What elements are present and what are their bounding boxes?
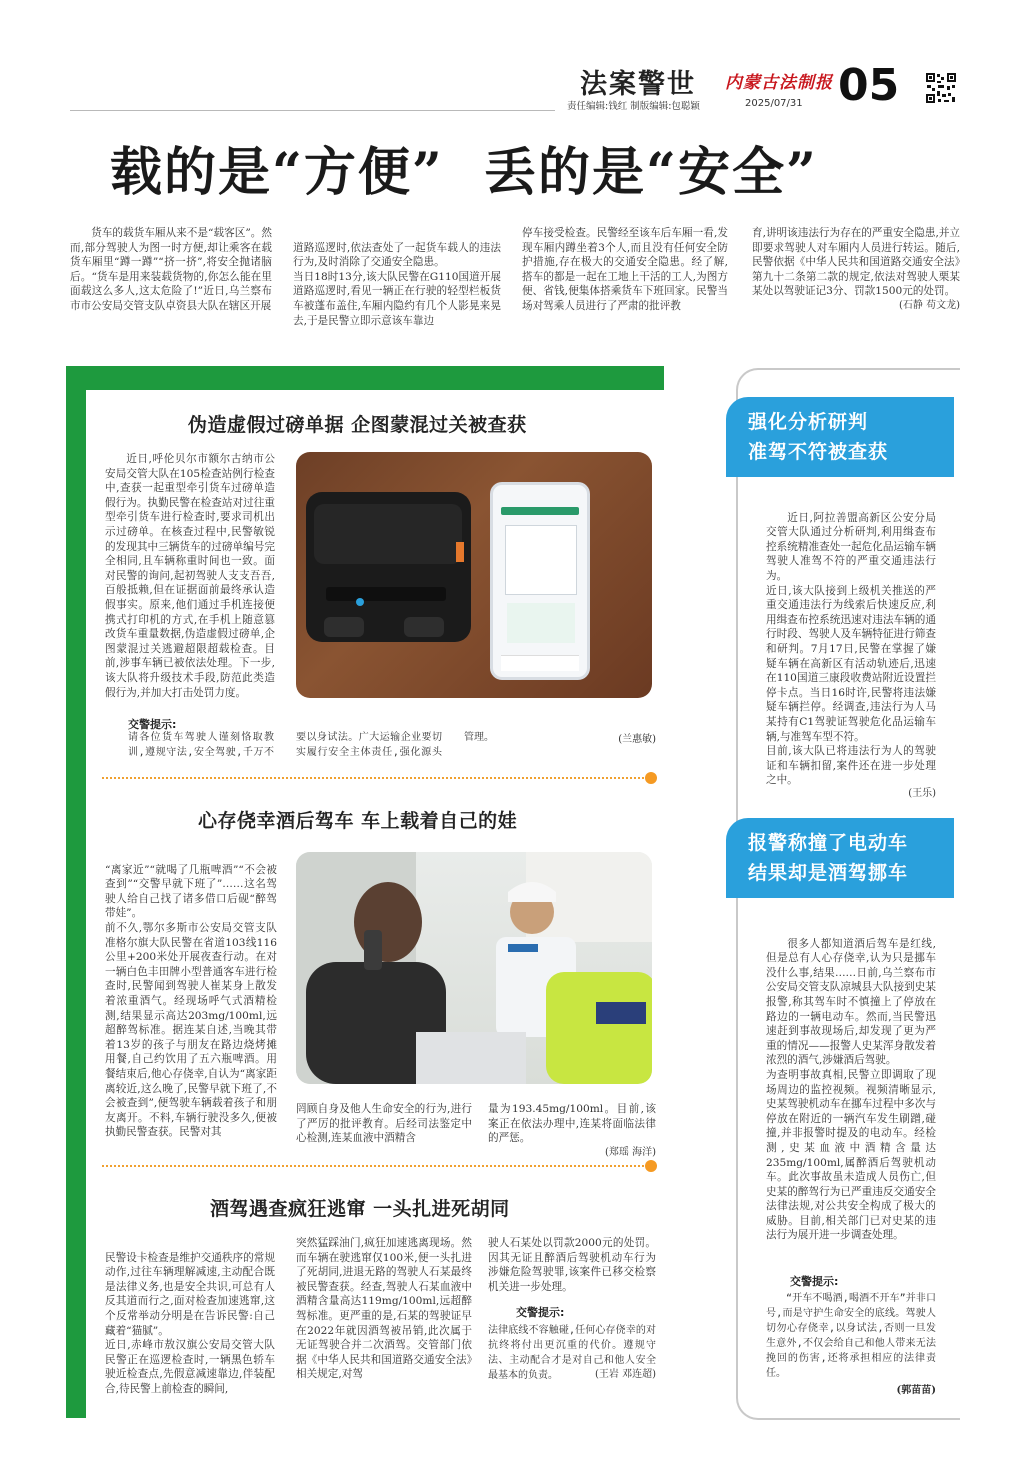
divider-dot — [645, 1160, 657, 1172]
side1-title-line1: 强化分析研判 — [748, 411, 869, 433]
section-title: 法案警世 — [580, 69, 696, 100]
lead-column-4 — [752, 226, 960, 314]
story1-photo — [296, 452, 652, 698]
side2-title-line2: 结果却是酒驾挪车 — [748, 862, 909, 884]
story1-tip-body: 请各位货车驾驶人谨刻恪取教训,遵规守法,安全驾驶,千万不要以身试法。广大运输企业要切实履行安全主体责任,强化源头管理。 — [128, 732, 494, 758]
lead-author: (石静 苟文龙) — [899, 299, 960, 311]
main-headline: 载的是“方便” 丢的是“安全” — [110, 142, 818, 203]
header-rule — [70, 110, 555, 111]
side2-body — [766, 922, 936, 1258]
side1-banner — [726, 397, 954, 477]
story3-paragraph: 突然猛踩油门,疯狂加速逃离现场。然而车辆在驶逃窜仅100米,便一头扎进了死胡同,进退无路的驾驶人石某最终被民警查获。经查,驾驶人石某血液中酒精含量高达119mg/100ml,远超醉驾标准。更严重的是,石某的驾驶证早在2022年就因酒驾被吊销,此次属于无证驾驶合并二次酒驾。交管部门依据《中华人民共和国道路交通安全法》相关规定,对驾 — [296, 1237, 472, 1381]
lead-paragraph: 停车接受检查。民警经至该车后车厢一看,发现车厢内蹲坐着3个人,而且没有任何安全防护措施,存在极大的交通安全隐患。经了解,搭车的都是一起在工地上干活的工人,为图方便、省钱,便集体搭乘货车下班回家。民警当场对驾乘人员进行了严肃的批评教 — [522, 227, 728, 312]
story3-col1 — [105, 1236, 275, 1411]
story3-author: (王岩 邓连超) — [595, 1368, 656, 1380]
side2-tip-title: 交警提示: — [790, 1275, 839, 1288]
story3-title: 酒驾遇查疯狂逃窜 一头扎进死胡同 — [210, 1198, 510, 1220]
story3-col3 — [488, 1236, 656, 1383]
story1-body — [105, 452, 275, 700]
story3-tip-body: 法律底线不容触碰,任何心存侥幸的对抗终将付出更沉重的代价。遵规守法、主动配合才是对自己和他人安全最基本的负责。 — [488, 1324, 656, 1381]
story2-body-col3 — [488, 1102, 656, 1160]
paper-logo: 内蒙古法制报 — [725, 73, 833, 93]
issue-date: 2025/07/31 — [745, 98, 803, 109]
divider-dot — [645, 772, 657, 784]
story2-paragraph: “离家近”“就喝了几瓶啤酒”“不会被查到”“交警早就下班了”……这名驾驶人给自己找了诸多借口后砚“醉驾带娃”。 前不久,鄂尔多斯市公安局交管支队准格尔旗大队民警在省道103线116公里+200米处开展夜查行动。在对一辆白色丰田牌小型普通客车进行检查时,民警闻到驾驶人崔某身上散发着浓重酒气。经现场呼气式酒精检测,结果显示高达203mg/100ml,远超醉驾标准。据连某自述,当晚其带着13岁的孩子与朋友在路边烧烤摊用餐,自己约饮用了五六瓶啤酒。用餐结束后,他心存侥幸,自认为“离家距离较近,这么晚了,民警早就下班了,不会被查到”,便驾驶车辆载着孩子和朋友离开。不料,车辆行驶没多久,便被执勤民警查获。民警对其 — [105, 863, 277, 1139]
lead-column-1 — [70, 226, 272, 314]
printer-image — [296, 452, 652, 698]
side1-body — [766, 496, 936, 817]
phone-image — [490, 482, 590, 680]
qr-code-icon — [925, 72, 957, 104]
editors-line: 责任编辑:钱红 制版编辑:包聪颖 — [567, 101, 700, 112]
lead-column-2 — [293, 226, 501, 343]
side1-title-line2: 准驾不符被查获 — [748, 441, 889, 463]
lead-column-3 — [522, 226, 728, 314]
story3-paragraph: 民警设卡检查是维护交通秩序的常规动作,过往车辆理解减速,主动配合既是法律义务,也是安全共识,可总有人反其道而行之,面对检查加速逃窜,这个反常举动分明是在告诉民警:自己藏着“猫腻”。 近日,赤峰市敖汉旗公安局交管大队民警正在巡逻检查时,一辆黑色轿车驶近检查点,先假意减速靠边,伴装配合,待民警上前检查的瞬间, — [105, 1251, 275, 1395]
lead-paragraph: 货车的载货车厢从来不是“载客区”。然而,部分驾驶人为图一时方便,却让乘客在载货车厢里“蹲一蹲”“挤一挤”,将安全抛诸脑后。“货车是用来装载货物的,你怎么能在里面载这么多人,这太危险了!”近日,乌兰察布市市公安局交管支队卓资县大队在辖区开展 — [70, 227, 272, 312]
divider-dotted — [102, 1165, 648, 1167]
lead-paragraph: 育,讲明该违法行为存在的严重安全隐患,并立即要求驾驶人对车厢内人员进行转运。随后,民警依据《中华人民共和国道路交通安全法》第九十二条第二款的规定,依法对驾驶人栗某某处以驾驶证记3分、罚款1500元的处罚。 — [752, 227, 961, 298]
story2-paragraph: 量为193.45mg/100ml。目前,该案正在依法办理中,连某将面临法律的严惩。 — [488, 1103, 656, 1145]
side2-author: (郭苗苗) — [896, 1385, 936, 1396]
side2-title-line1: 报警称撞了电动车 — [748, 832, 909, 854]
story2-paragraph: 罔顾自身及他人生命安全的行为,进行了严厉的批评教育。后经司法鉴定中心检测,连某血液中酒精含 — [296, 1103, 472, 1145]
story2-body-col2 — [296, 1102, 472, 1146]
story3-tip-title: 交警提示: — [516, 1306, 565, 1320]
story2-title: 心存侥幸酒后驾车 车上载着自己的娃 — [198, 810, 518, 832]
lead-paragraph: 道路巡逻时,依法查处了一起货车载人的违法行为,及时消除了交通安全隐患。 当日18时13分,该大队民警在G110国道开展道路巡逻时,看见一辆正在行驶的轻型栏板货车被蓬布盖住,车厢内隐约有几个人影晃来晃去,于是民警立即示意该车靠边 — [293, 241, 501, 327]
side2-tip-body: “开车不喝酒,喝酒不开车”并非口号,而是守护生命安全的底线。驾驶人切勿心存侥幸,以身试法,否则一旦发生意外,不仅会给自己和他人带来无法挽回的伤害,还将承担相应的法律责任。 — [766, 1293, 936, 1379]
divider-dotted — [102, 777, 648, 779]
page-number: 05 — [838, 60, 900, 111]
photo-nurse-image — [296, 852, 652, 1084]
story3-col2 — [296, 1236, 472, 1382]
story1-tip-title: 交警提示: — [128, 718, 177, 731]
side2-paragraph: 很多人都知道酒后驾车是红线,但是总有人心存侥幸,认为只是挪车没什么事,结果……日前,乌兰察布市公安局交管支队凉城县大队接到史某报警,称其驾车时不慎撞上了停放在路边的一辆电动车。然而,当民警迅速赶到事故现场后,却发现了更为严重的情况——报警人史某浑身散发着浓烈的酒气,涉嫌酒后驾驶。 为查明事故真相,民警立即调取了现场周边的监控视频。视频清晰显示,史某驾驶机动车在挪车过程中多次与停放在附近的一辆汽车发生刷蹭,碰撞,并非报警时提及的电动车。经检测,史某血液中酒精含量达235mg/100ml,属醉酒后驾驶机动车。此次事故虽未造成人员伤亡,但史某的醉驾行为已严重违反交通安全法律法规,对公共安全构成了极大的威胁。目前,相关部门已对史某的违法行为展开进一步调查处理。 — [766, 937, 936, 1242]
side2-tip — [766, 1273, 936, 1396]
story2-body — [105, 848, 277, 1154]
story2-photo — [296, 852, 652, 1084]
side2-banner — [726, 818, 954, 898]
story1-author: (兰惠敏) — [618, 734, 656, 745]
story1-paragraph: 近日,呼伦贝尔市额尔古纳市公安局交管大队在105检查站例行检查中,查获一起重型牵引货车过磅单造假行为。执勤民警在检查站对过往重型牵引货车进行检查时,要求司机出示过磅单。在核查过程中,民警敏锐的发现其中三辆货车的过磅单编号完全相同,且车辆称重时间也一致。面对民警的询问,起初驾驶人支支吾吾,百般抵赖,但在证据面前最终承认造假事实。原来,他们通过手机连接便携式打印机的方式,在手机上随意篡改货车重量数据,伪造虚假过磅单,企图蒙混过关逃避超限超载检查。目前,涉事车辆已被依法处理。下一步,该大队将升级技术手段,防范此类造假行为,并加大打击处罚力度。 — [105, 453, 275, 699]
side1-author: (王乐) — [908, 788, 936, 800]
story2-author: (郑瑶 海洋) — [605, 1146, 656, 1158]
story3-paragraph: 驶人石某处以罚款2000元的处罚。因其无证且醉酒后驾驶机动车行为涉嫌危险驾驶罪,该案件已移交检察机关进一步处理。 — [488, 1237, 656, 1293]
side1-paragraph: 近日,阿拉善盟高新区公安分局交管大队通过分析研判,利用缉查布控系统精准查处一起危化品运输车辆驾驶人准驾不符的严重交通违法行为。 近日,该大队接到上级机关推送的严重交通违法行为线索后快速反应,利用缉查布控系统迅速对违法车辆的通行时段、驾驶人及车辆特征进行筛查和研判。7月17日,民警在掌握了嫌疑车辆在高新区有活动轨迹后,迅速在110国道三康段收费站附近设置拦停卡点。当日16时许,民警将违法嫌疑车辆拦停。经调查,违法行为人马某持有C1驾驶证驾驶危化品运输车辆,与准驾车型不符。 目前,该大队已将违法行为人的驾驶证和车辆扣留,案件还在进一步处理之中。 — [766, 511, 936, 787]
story1-title: 伪造虚假过磅单据 企图蒙混过关被查获 — [188, 414, 527, 436]
